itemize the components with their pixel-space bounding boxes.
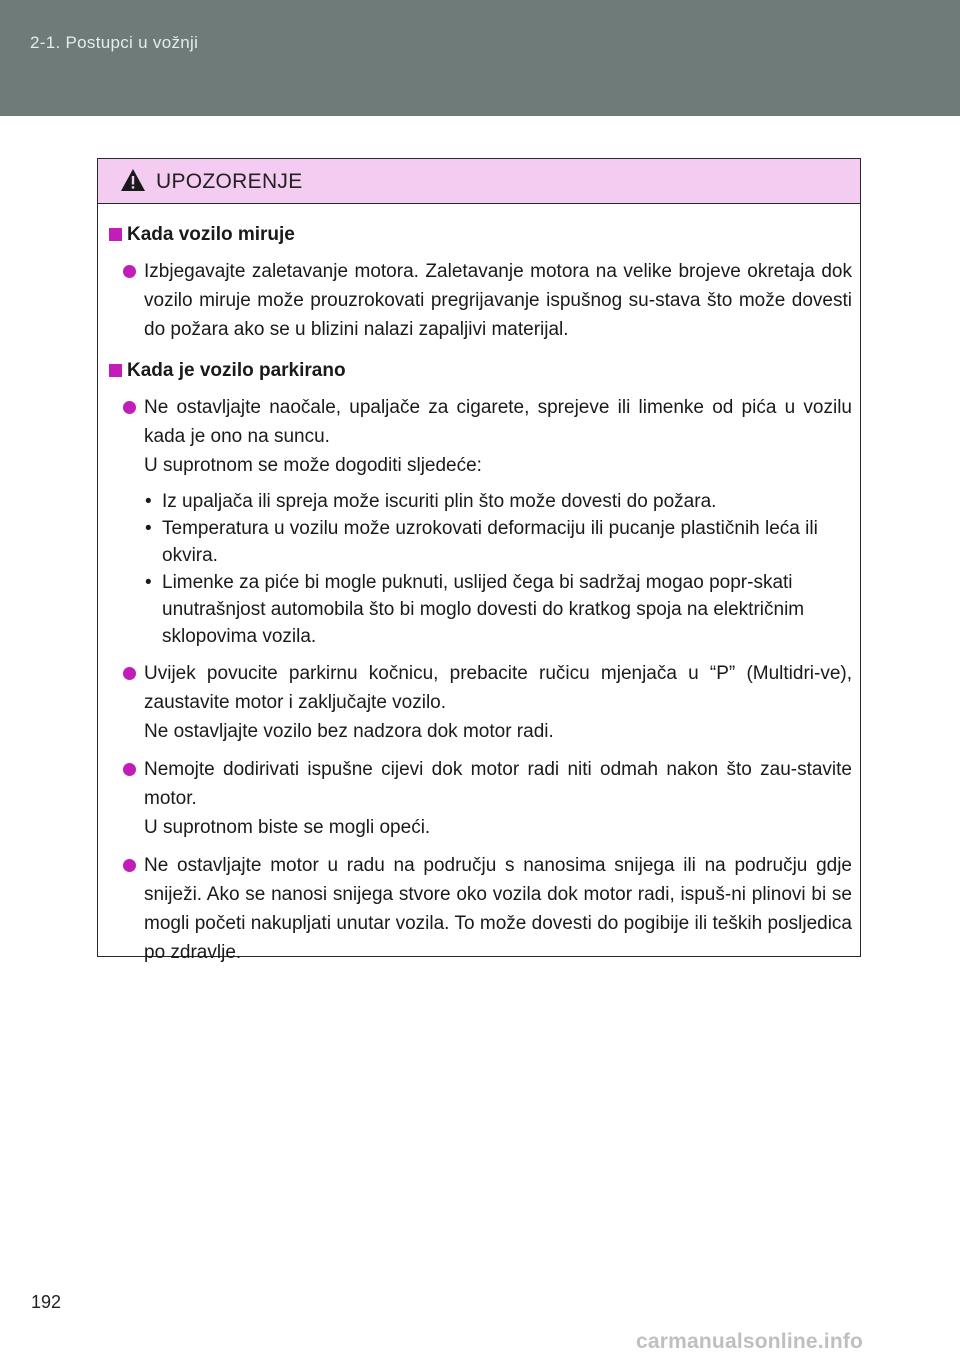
square-bullet-icon xyxy=(109,364,122,377)
bullet-text: Ne ostavljajte motor u radu na području s nanosima snijega ili na području gdje sniježi. Ako se nanosi snijega stvore oko vozila dok motor radi, ispuš-ni plinovi bi se mogli početi nakupljati unutar vozila. To može dovesti do pogibije ili teških posljedica po zdravlje. xyxy=(144,855,852,963)
round-bullet-icon xyxy=(123,859,136,872)
sub-list-text: Temperatura u vozilu može uzrokovati deformaciju ili pucanje plastičnih leća ili okvira. xyxy=(162,518,818,566)
sub-list-text: Iz upaljača ili spreja može iscuriti plin što može dovesti do požara. xyxy=(162,491,717,512)
page-number: 192 xyxy=(31,1292,62,1312)
section-title xyxy=(108,222,852,248)
square-bullet-icon xyxy=(109,228,122,241)
section-title xyxy=(108,358,852,384)
dot-bullet-icon: • xyxy=(145,572,152,593)
sub-list-item xyxy=(108,569,852,650)
watermark: carmanualsonline.info xyxy=(636,1330,864,1353)
round-bullet-icon xyxy=(123,401,136,414)
warning-triangle-icon xyxy=(120,168,146,192)
bullet-item xyxy=(108,257,852,344)
warning-box xyxy=(97,158,861,963)
bullet-text: U suprotnom biste se mogli opeći. xyxy=(144,817,431,838)
bullet-text: Ne ostavljajte vozilo bez nadzora dok motor radi. xyxy=(144,721,554,742)
dot-bullet-icon: • xyxy=(145,518,152,539)
sub-list-item xyxy=(108,515,852,569)
warning-content xyxy=(98,204,860,967)
bullet-item xyxy=(108,851,852,967)
bullet-item xyxy=(108,393,852,480)
bullet-item xyxy=(108,659,852,746)
page-header-band xyxy=(0,0,960,116)
warning-header xyxy=(98,159,860,204)
chapter-title: 2-1. Postupci u vožnji xyxy=(30,33,199,52)
dot-bullet-icon: • xyxy=(145,491,152,512)
sub-list xyxy=(108,488,852,650)
section-title-text: Kada vozilo miruje xyxy=(127,224,295,245)
bullet-text: Izbjegavajte zaletavanje motora. Zaletavanje motora na velike brojeve okretaja dok vozilo miruje može prouzrokovati pregrijavanje ispušnog su-stava što može dovesti do požara ako se u blizini nalazi zapaljivi materijal. xyxy=(144,261,852,340)
round-bullet-icon xyxy=(123,265,136,278)
section-title-text: Kada je vozilo parkirano xyxy=(127,360,346,381)
bullet-item xyxy=(108,755,852,842)
bullet-text: Uvijek povucite parkirnu kočnicu, prebacite ručicu mjenjača u “P” (Multidri-ve), zaustavite motor i zaključajte vozilo. xyxy=(144,663,852,713)
sub-list-text: Limenke za piće bi mogle puknuti, uslijed čega bi sadržaj mogao popr-skati unutrašnjost automobila što bi moglo dovesti do kratkog spoja na električnim sklopovima vozila. xyxy=(162,572,805,647)
round-bullet-icon xyxy=(123,667,136,680)
sub-list-item xyxy=(108,488,852,515)
section-spacer xyxy=(108,344,852,356)
bullet-text: U suprotnom se može dogoditi sljedeće: xyxy=(144,455,482,476)
bullet-text: Ne ostavljajte naočale, upaljače za cigarete, sprejeve ili limenke od pića u vozilu kada je ono na suncu. xyxy=(144,397,852,447)
warning-title: UPOZORENJE xyxy=(156,170,303,193)
bullet-text: Nemojte dodirivati ispušne cijevi dok motor radi niti odmah nakon što zau-stavite motor. xyxy=(144,759,852,809)
round-bullet-icon xyxy=(123,763,136,776)
